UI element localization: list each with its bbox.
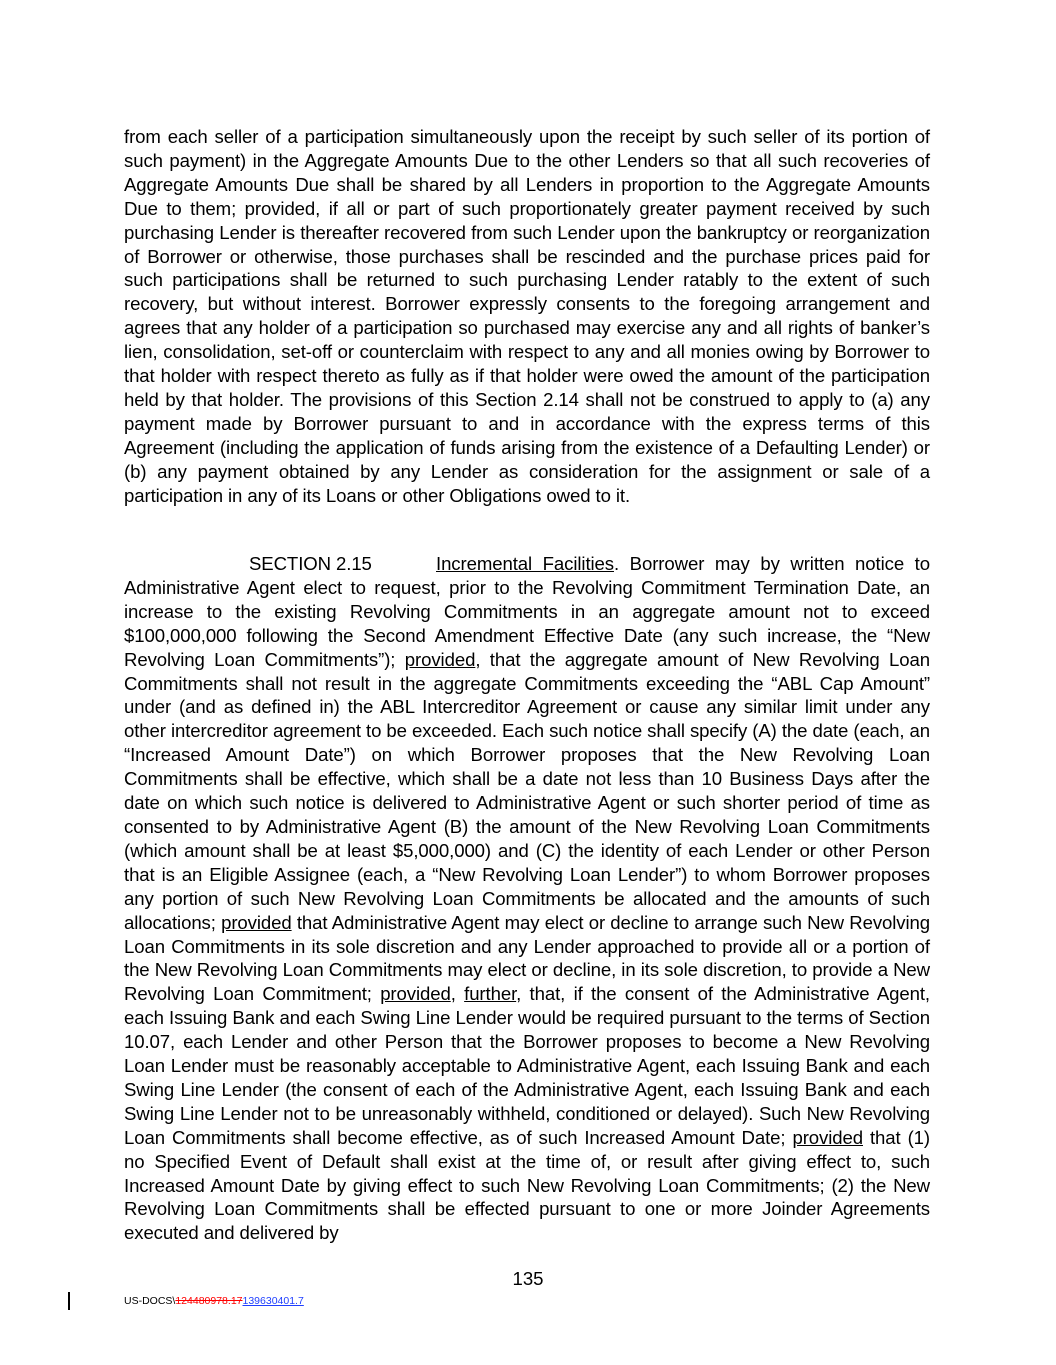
provided-term-4: provided [792,1126,863,1148]
text-run-1: Borrower may by written notice to Administrative Agent elect to request, prior to the Revolving Commitment Termination Date, an increase to the existing Revolving Commitments in an aggregate amount not to exceed $100,000,000 following the Second Amendment Effective Date (any such increase, the “New Revolving Loan Commitments”); [124,553,930,670]
text-run-4: , [450,983,465,1005]
text-run-2: , that the aggregate amount of New Revolving Loan Commitments shall not result in the aggregate Commitments exceeding the “ABL Cap Amount” under (and as defined in) the ABL Intercreditor Agreement or cause any similar limit under any other intercreditor agreement to be exceeded. Each such notice shall specify (A) the date (each, an “Increased Amount Date”) on which Borrower proposes that the New Revolving Loan Commitments shall be effective, which shall be a date not less than 10 Business Days after the date on which such notice is delivered to Administrative Agent or such shorter period of time as consented to by Administrative Agent (B) the amount of the New Revolving Loan Commitments (which amount shall be at least $5,000,000) and (C) the identity of each Lender or other Person that is an Eligible Assignee (each, a “New Revolving Loan Lender”) to whom Borrower proposes any portion of such New Revolving Loan Commitments be allocated and the amounts of such allocations; [124,648,930,933]
body-paragraph-section-2-14 [124,125,930,508]
revision-change-bar [68,1292,70,1310]
deleted-doc-id: 124480978.17 [175,1295,243,1307]
doc-id-prefix: US-DOCS\ [124,1295,176,1307]
inserted-doc-id: 139630401.7 [242,1295,304,1307]
section-2-15-paragraph [124,552,930,1245]
heading-punctuation: . [613,553,620,574]
provided-term-3: provided [380,983,451,1005]
paragraph-text: from each seller of a participation simultaneously upon the receipt by such seller of its portion of such payment) in the Aggregate Amounts Due to the other Lenders so that all such recoveries of Aggregate Amounts Due shall be shared by all Lenders in proportion to the Aggregate Amounts Due to them; provided, if all or part of such proportionately greater payment received by such purchasing Lender is thereafter recovered from such Lender upon the bankruptcy or reorganization of Borrower or otherwise, those purchases shall be rescinded and the purchase prices paid for such participations shall be returned to such purchasing Lender ratably to the extent of such recovery, but without interest. Borrower expressly consents to the foregoing arrangement and agrees that any holder of a participation so purchased may exercise any and all rights of banker’s lien, consolidation, set-off or counterclaim with respect to any and all monies owing by Borrower to that holder with respect thereto as fully as if that holder were owed the amount of the participation held by that holder. The provisions of this Section 2.14 shall not be construed to apply to (a) any payment made by Borrower pursuant to and in accordance with the express terms of this Agreement (including the application of funds arising from the existence of a Defaulting Lender) or (b) any payment obtained by any Lender as consideration for the assignment or sale of a participation in any of its Loans or other Obligations owed to it. [124,126,930,506]
text-run-5: , that, if the consent of the Administrative Agent, each Issuing Bank and each Swing Line Lender would be required pursuant to the terms of Section 10.07, each Lender and other Person that the Borrower proposes to become a New Revolving Loan Lender must be reasonably acceptable to Administrative Agent, each Issuing Bank and each Swing Line Lender (the consent of each of the Administrative Agent, each Issuing Bank and each Swing Line Lender not to be unreasonably withheld, conditioned or delayed). Such New Revolving Loan Commitments shall become effective, as of such Increased Amount Date; [124,983,930,1148]
provided-term-2: provided [221,911,292,933]
text-run-3: that Administrative Agent may elect or decline to arrange such New Revolving Loan Commitments in its sole discretion and any Lender approached to provide all or a portion of the New Revolving Loan Commitments may elect or decline, in its sole discretion, to provide a New Revolving Loan Commitment; [124,911,930,1005]
document-id [124,1295,304,1307]
section-number: SECTION 2.15 [249,553,372,574]
text-run-6: that (1) no Specified Event of Default shall exist at the time of, or result after giving effect to, such Increased Amount Date by giving effect to such New Revolving Loan Commitments; (2) the New Revolving Loan Commitments shall be effected pursuant to one or more Joinder Agreements executed and delivered by [124,1126,930,1244]
further-term: further [464,983,517,1005]
section-heading: Incremental Facilities [436,553,614,574]
page-number: 135 [512,1268,544,1289]
provided-term-1: provided [404,648,476,670]
